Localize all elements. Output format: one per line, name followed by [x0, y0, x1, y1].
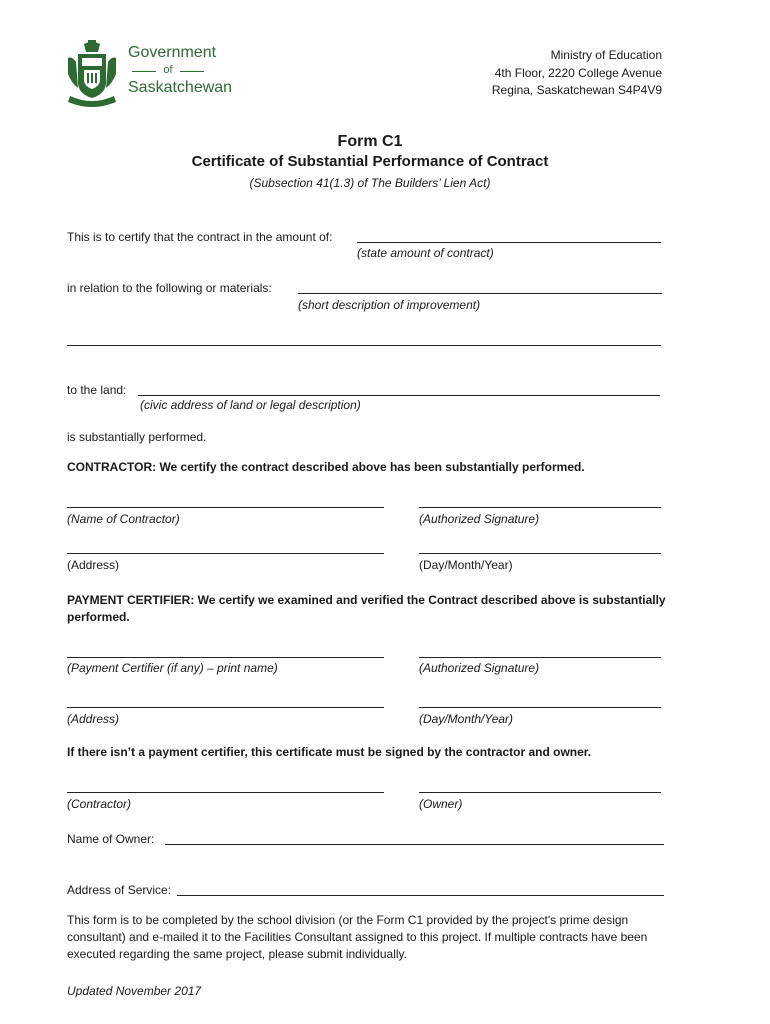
logo-line2: Saskatchewan	[128, 79, 233, 96]
form-number: Form C1	[337, 133, 403, 150]
government-logo	[64, 38, 233, 110]
updated-date: Updated November 2017	[67, 984, 202, 998]
contractor-statement: CONTRACTOR: We certify the contract described above has been substantially performed.	[67, 460, 585, 474]
certifier-statement: PAYMENT CERTIFIER: We certify we examined and verified the Contract described above is substantially performed.	[67, 593, 666, 624]
certifier-name-field[interactable]	[67, 657, 384, 658]
materials-label: in relation to the following or materials:	[67, 281, 272, 295]
ministry-city: Regina, Saskatchewan S4P4V9	[491, 83, 662, 97]
materials-field[interactable]	[298, 293, 662, 294]
owner-statement: If there isn’t a payment certifier, this certificate must be signed by the contractor and owner.	[67, 745, 592, 759]
amount-label: This is to certify that the contract in the amount of:	[67, 230, 333, 244]
saskatchewan-crest-icon	[64, 38, 120, 110]
materials-hint: (short description of improvement)	[298, 298, 481, 312]
certifier-address-hint: (Address)	[67, 712, 120, 726]
ministry-name: Ministry of Education	[550, 48, 662, 62]
instructions-text: This form is to be completed by the school division (or the Form C1 provided by the project's prime design consultant) and e-mailed it to the Facilities Consultant assigned to this project. If multiple contracts have been executed regarding the same project, please submit individually.	[67, 913, 648, 961]
owner-signature-field[interactable]	[419, 792, 661, 793]
contractor-date-field[interactable]	[419, 553, 661, 554]
land-field[interactable]	[138, 395, 660, 396]
land-label: to the land:	[67, 383, 127, 397]
certifier-date-hint: (Day/Month/Year)	[419, 712, 514, 726]
owner-name-field[interactable]	[165, 844, 664, 845]
materials-field-line2[interactable]	[67, 345, 661, 346]
service-address-label: Address of Service:	[67, 883, 172, 897]
service-address-field[interactable]	[177, 895, 664, 896]
contractor-signature-field[interactable]	[419, 507, 661, 508]
contractor-signature-hint: (Authorized Signature)	[419, 512, 540, 526]
certifier-signature-hint: (Authorized Signature)	[419, 661, 540, 675]
form-title: Certificate of Substantial Performance of Contract	[191, 153, 549, 170]
owner-contractor-field[interactable]	[67, 792, 384, 793]
certifier-name-hint: (Payment Certifier (if any) – print name)	[67, 661, 278, 675]
land-hint: (civic address of land or legal description)	[140, 398, 361, 412]
contractor-address-hint: (Address)	[67, 558, 120, 572]
owner-hint: (Owner)	[419, 797, 463, 811]
contractor-date-hint: (Day/Month/Year)	[419, 558, 513, 572]
form-subtitle: (Subsection 41(1.3) of The Builders’ Lien Act)	[249, 176, 491, 190]
certifier-signature-field[interactable]	[419, 657, 661, 658]
certifier-address-field[interactable]	[67, 707, 384, 708]
contractor-name-hint: (Name of Contractor)	[67, 512, 180, 526]
amount-field[interactable]	[357, 242, 661, 243]
owner-name-label: Name of Owner:	[67, 832, 155, 846]
ministry-street: 4th Floor, 2220 College Avenue	[494, 66, 662, 80]
contractor-name-field[interactable]	[67, 507, 384, 508]
owner-contractor-hint: (Contractor)	[67, 797, 132, 811]
certifier-date-field[interactable]	[419, 707, 661, 708]
logo-line1: Government	[128, 44, 217, 61]
contractor-address-field[interactable]	[67, 553, 384, 554]
performed-text: is substantially performed.	[67, 430, 207, 444]
logo-of: of	[128, 64, 208, 76]
amount-hint: (state amount of contract)	[357, 246, 494, 260]
